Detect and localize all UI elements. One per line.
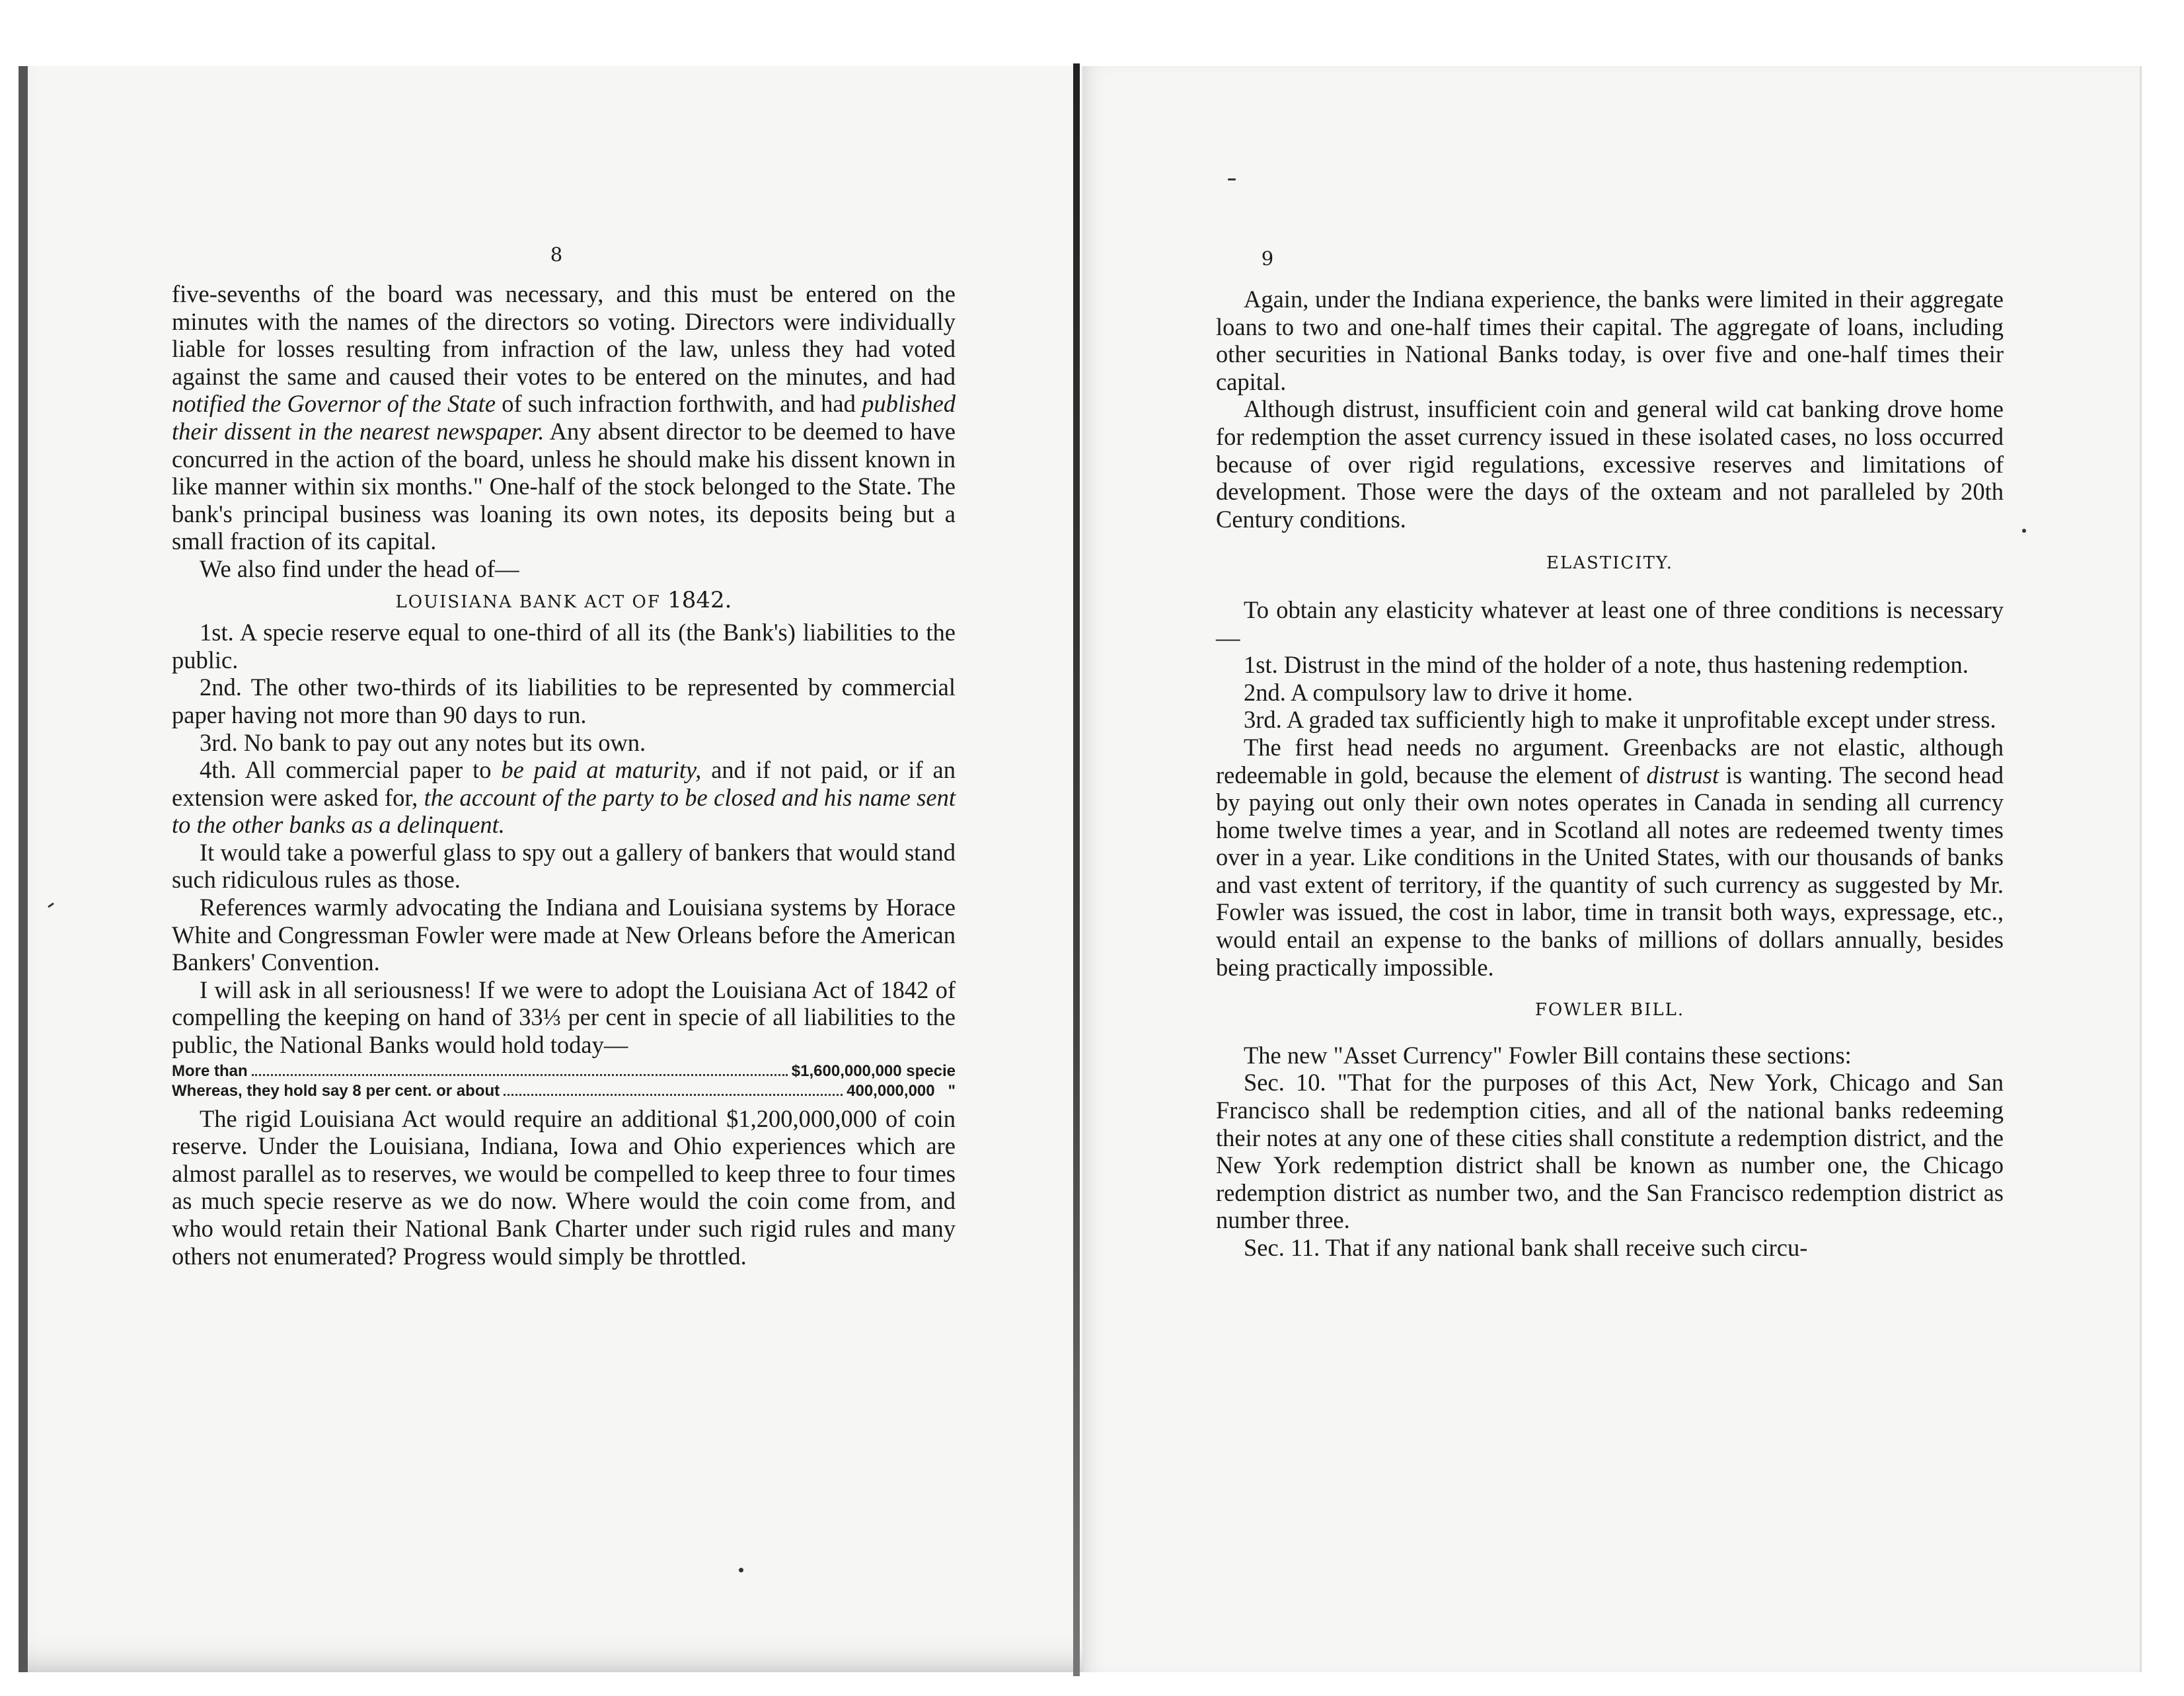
section-heading-elasticity: ELASTICITY. — [1546, 553, 1674, 574]
ink-dot — [739, 1568, 743, 1572]
condition-2nd: 2nd. A compulsory law to drive it home. — [1244, 678, 1634, 706]
specie-table-row-1: More than $1,600,000,000 specie — [172, 1061, 956, 1080]
right-paragraph-5: The new "Asset Currency" Fowler Bill contains these sections: — [1244, 1041, 1852, 1069]
ink-dash — [1228, 178, 1236, 180]
right-paragraph-4: The first head needs no argument. Greenbacks are not elastic, although redeemable in gold, because the element of distrust is wanting. The second head by paying out only their own notes operates in Canada in sending all currency home twelve times a year, and in Scotland all notes are redeemed twenty times over in a year. Like conditions in the United States, with our thousands of banks and vast extent of territory, if the quantity of such currency as suggested by Mr. Fowler was issued, the cost in labor, time in transit both ways, expressage, etc., would entail an expense to the banks of millions of dollars annually, besides being practically impossible. — [1216, 733, 2004, 981]
left-paragraph-6: The rigid Louisiana Act would require an additional $1,200,000,000 of coin reserve. Under the Louisiana, Indiana, Iowa and Ohio experiences which are almost parallel as to reserves, we would be compelled to keep three to four times as much specie reserve as we do now. Where would the coin come from, and who would retain their National Bank Charter under such rigid rules and many others not enumerated? Progress would simply be throttled. — [172, 1104, 956, 1270]
book-spine — [1073, 63, 1080, 1676]
list-item-2nd: 2nd. The other two-thirds of its liabilities to be represented by commercial paper having not more than 90 days to run. — [172, 674, 956, 728]
condition-1st: 1st. Distrust in the mind of the holder of a note, thus hastening redemption. — [1244, 651, 1969, 679]
left-paragraph-5: I will ask in all seriousness! If we were to adopt the Louisiana Act of 1842 of compelling the keeping on hand of 33⅓ per cent in specie of all liabilities to the public, the National Banks would hold today— — [172, 976, 956, 1059]
left-paragraph-2: We also find under the head of— — [200, 555, 519, 582]
left-page-number: 8 — [550, 243, 563, 266]
right-page-number: 9 — [1261, 247, 1274, 270]
right-paragraph-3: To obtain any elasticity whatever at least one of three conditions is necessary— — [1216, 596, 2004, 651]
section-heading-fowler-bill: FOWLER BILL. — [1534, 1000, 1685, 1021]
specie-table-row-2: Whereas, they hold say 8 per cent. or about 400,000,000 " — [172, 1081, 956, 1100]
list-item-4th: 4th. All commercial paper to be paid at maturity, and if not paid, or if an extension were asked for, the account of the party to be closed and his name sent to the other banks as a delinquent. — [172, 756, 956, 839]
left-paragraph-1: five-sevenths of the board was necessary, and this must be entered on the minutes with the names of the directors so voting. Directors were individually liable for losses resulting from infraction of the law, unless they had voted against the same and caused their votes to be entered on the minutes, and had notified the Governor of the State of such infraction forthwith, and had published their dissent in the nearest newspaper. Any absent director to be deemed to have concurred in the action of the board, unless he should make his dissent known in like manner within six months." One-half of the stock belonged to the State. The bank's principal business was loaning its own notes, its deposits being but a small fraction of its capital. — [172, 280, 956, 555]
right-paragraph-1: Again, under the Indiana experience, the banks were limited in their aggregate loans to two and one-half times their capital. The aggregate of loans, including other securities in National Banks today, is over five and one-half times their capital. — [1216, 286, 2004, 395]
condition-3rd: 3rd. A graded tax sufficiently high to make it unprofitable except under stress. — [1244, 706, 1996, 734]
right-paragraph-2: Although distrust, insufficient coin and general wild cat banking drove home for redemption the asset currency issued in these isolated cases, no loss occurred because of over rigid regulations, excessive reserves and limitations of development. Those were the days of the oxteam and not paralleled by 20th Century conditions. — [1216, 395, 2004, 533]
section-10-text: Sec. 10. "That for the purposes of this Act, New York, Chicago and San Francisco shall be redemption cities, and all of the national banks redeeming their notes at any one of these cities shall constitute a redemption district, and the New York redemption district shall be known as number one, the Chicago redemption district as number two, and the San Francisco redemption district as number three. — [1216, 1069, 2004, 1234]
left-page-text — [172, 280, 956, 1270]
left-paragraph-3: It would take a powerful glass to spy out a gallery of bankers that would stand such ridiculous rules as those. — [172, 838, 956, 894]
left-paragraph-4: References warmly advocating the Indiana and Louisiana systems by Horace White and Congressman Fowler were made at New Orleans before the American Bankers' Convention. — [172, 894, 956, 976]
right-page-text — [1216, 286, 2004, 1262]
section-11-text: Sec. 11. That if any national bank shall receive such circu- — [1244, 1234, 1808, 1261]
list-item-1st: 1st. A specie reserve equal to one-third of all its (the Bank's) liabilities to the public. — [172, 619, 956, 674]
list-item-3rd: 3rd. No bank to pay out any notes but its own. — [200, 728, 646, 756]
section-heading-louisiana: LOUISIANA BANK ACT OF 1842. — [395, 586, 732, 613]
ink-dot-right — [2022, 529, 2026, 533]
